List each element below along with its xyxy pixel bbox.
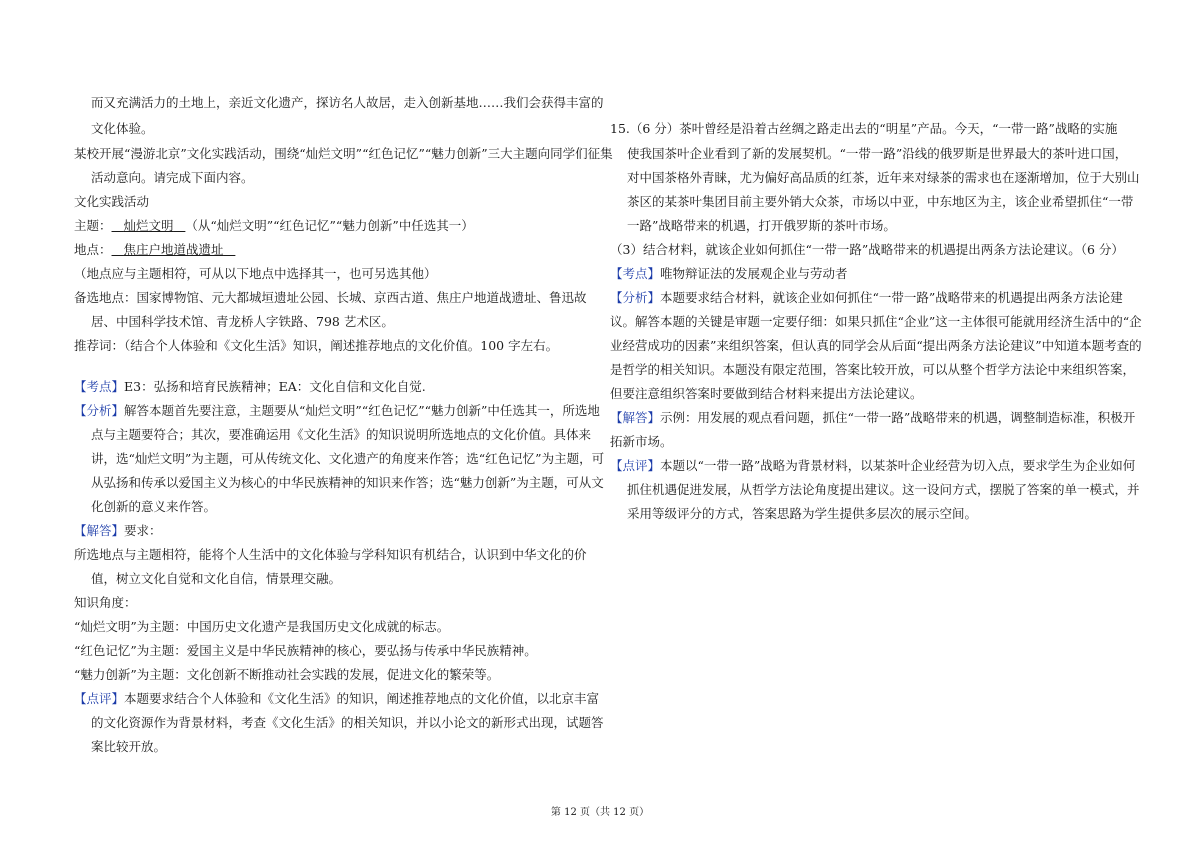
- jieda-line: 【解答】示例：用发展的观点看问题，抓住“一带一路”战略带来的机遇，调整制造标准，积极开: [610, 410, 1136, 425]
- text-line: 某校开展“漫游北京”文化实践活动，围绕“灿烂文明”“红色记忆”“魅力创新”三大主题向同学们征集: [74, 146, 613, 161]
- topic-line: [74, 217, 474, 235]
- place-label: 地点：: [74, 242, 112, 257]
- text-line: 活动意向。请完成下面内容。: [91, 170, 254, 185]
- jieda-tag: 【解答】: [610, 410, 661, 425]
- text-line: 对中国茶格外青睐，尤为偏好高品质的红茶，近年来对绿茶的需求也在逐渐增加，位于大别山: [627, 170, 1140, 185]
- topic-value: 灿烂文明: [123, 218, 174, 233]
- kaodian-line: 【考点】唯物辩证法的发展观企业与劳动者: [610, 266, 848, 281]
- text-line: 但要注意组织答案时要做到结合材料来提出方法论建议。: [610, 386, 923, 401]
- text-line: 值，树立文化自觉和文化自信，情景理交融。: [91, 571, 342, 586]
- kaodian-tag: 【考点】: [610, 266, 661, 281]
- text-line: 居、中国科学技术馆、青龙桥人字铁路、798 艺术区。: [91, 314, 394, 329]
- text-line: 推荐词：（结合个人体验和《文化生活》知识，阐述推荐地点的文化价值。100 字左右。: [74, 338, 559, 353]
- kaodian-line: 【考点】E3：弘扬和培育民族精神；EA：文化自信和文化自觉.: [74, 379, 426, 394]
- text-line: 拓新市场。: [610, 434, 673, 449]
- jieda-tag: 【解答】: [74, 523, 125, 538]
- fenxi-line: 【分析】解答本题首先要注意，主题要从“灿烂文明”“红色记忆”“魅力创新”中任选其一，所选地: [74, 403, 600, 418]
- fenxi-line: 【分析】本题要求结合材料，就该企业如何抓住“一带一路”战略带来的机遇提出两条方法论建: [610, 290, 1123, 305]
- text-line: “魅力创新”为主题：文化创新不断推动社会实践的发展，促进文化的繁荣等。: [74, 667, 500, 682]
- text-line: 文化实践活动: [74, 194, 150, 209]
- text-line: 点与主题要符合；其次，要准确运用《文化生活》的知识说明所选地点的文化价值。具体来: [91, 427, 592, 442]
- text-line: 采用等级评分的方式，答案思路为学生提供多层次的展示空间。: [627, 506, 978, 521]
- text-line: 备选地点：国家博物馆、元大都城垣遗址公园、长城、京西古道、焦庄户地道战遗址、鲁迅故: [74, 290, 587, 305]
- text-line: （地点应与主题相符，可从以下地点中选择其一，也可另选其他）: [74, 266, 437, 281]
- kaodian-tag: 【考点】: [74, 379, 125, 394]
- place-value: 焦庄户地道战遗址: [123, 242, 224, 257]
- text-line: 从弘扬和传承以爱国主义为核心的中华民族精神的知识来作答；选“魅力创新”为主题，可从文: [91, 475, 604, 490]
- text-line: （3）结合材料，就该企业如何抓住“一带一路”战略带来的机遇提出两条方法论建议。（6 分）: [610, 242, 1124, 257]
- text-line: 案比较开放。: [91, 739, 167, 754]
- place-line: [74, 241, 235, 259]
- page-footer: 第 12 页（共 12 页）: [550, 807, 650, 818]
- text-line: 茶区的某茶叶集团目前主要外销大众茶，市场以中亚，中东地区为主，该企业希望抓住“一带: [627, 194, 1134, 209]
- text-line: 文化体验。: [91, 121, 154, 136]
- topic-note: （从“灿烂文明”“红色记忆”“魅力创新”中任选其一）: [185, 218, 474, 233]
- text-line: 化创新的意义来作答。: [91, 499, 217, 514]
- text-line: 是哲学的相关知识。本题没有限定范围，答案比较开放，可以从整个哲学方法论中来组织答案，: [610, 362, 1136, 377]
- text-line: 而又充满活力的土地上，亲近文化遗产，探访名人故居，走入创新基地……我们会获得丰富的: [91, 95, 604, 110]
- text-line: 的文化资源作为背景材料，考查《文化生活》的相关知识，并以小论文的新形式出现，试题答: [91, 715, 604, 730]
- question-line: 15.（6 分）茶叶曾经是沿着古丝绸之路走出去的“明星”产品。今天，“一带一路”战略的实施: [610, 121, 1118, 136]
- topic-label: 主题：: [74, 218, 112, 233]
- fenxi-tag: 【分析】: [74, 403, 125, 418]
- text-line: 讲，选“灿烂文明”为主题，可从传统文化、文化遗产的角度来作答；选“红色记忆”为主题，可: [91, 451, 605, 466]
- text-line: 使我国茶叶企业看到了新的发展契机。“一带一路”沿线的俄罗斯是世界最大的茶叶进口国，: [627, 146, 1128, 161]
- jieda-line: 【解答】要求：: [74, 523, 162, 538]
- text-line: “灿烂文明”为主题：中国历史文化遗产是我国历史文化成就的标志。: [74, 619, 450, 634]
- dianping-tag: 【点评】: [74, 691, 125, 706]
- text-line: 议。解答本题的关键是审题一定要仔细：如果只抓住“企业”这一主体很可能就用经济生活中的“企: [610, 314, 1142, 329]
- text-line: 业经营成功的因素”来组织答案，但认真的同学会从后面“提出两条方法论建议”中知道本题考查的: [610, 338, 1142, 353]
- text-line: 抓住机遇促进发展，从哲学方法论角度提出建议。这一设问方式，摆脱了答案的单一模式，并: [627, 482, 1140, 497]
- fenxi-tag: 【分析】: [610, 290, 661, 305]
- dianping-tag: 【点评】: [610, 458, 661, 473]
- text-line: 所选地点与主题相符，能将个人生活中的文化体验与学科知识有机结合，认识到中华文化的价: [74, 547, 587, 562]
- dianping-line: 【点评】本题要求结合个人体验和《文化生活》的知识，阐述推荐地点的文化价值，以北京丰富: [74, 691, 600, 706]
- text-line: “红色记忆”为主题：爱国主义是中华民族精神的核心，要弘扬与传承中华民族精神。: [74, 643, 537, 658]
- text-line: 知识角度：: [74, 595, 137, 610]
- dianping-line: 【点评】本题以“一带一路”战略为背景材料，以某茶叶企业经营为切入点，要求学生为企业如何: [610, 458, 1136, 473]
- text-line: 一路”战略带来的机遇，打开俄罗斯的茶叶市场。: [627, 218, 896, 233]
